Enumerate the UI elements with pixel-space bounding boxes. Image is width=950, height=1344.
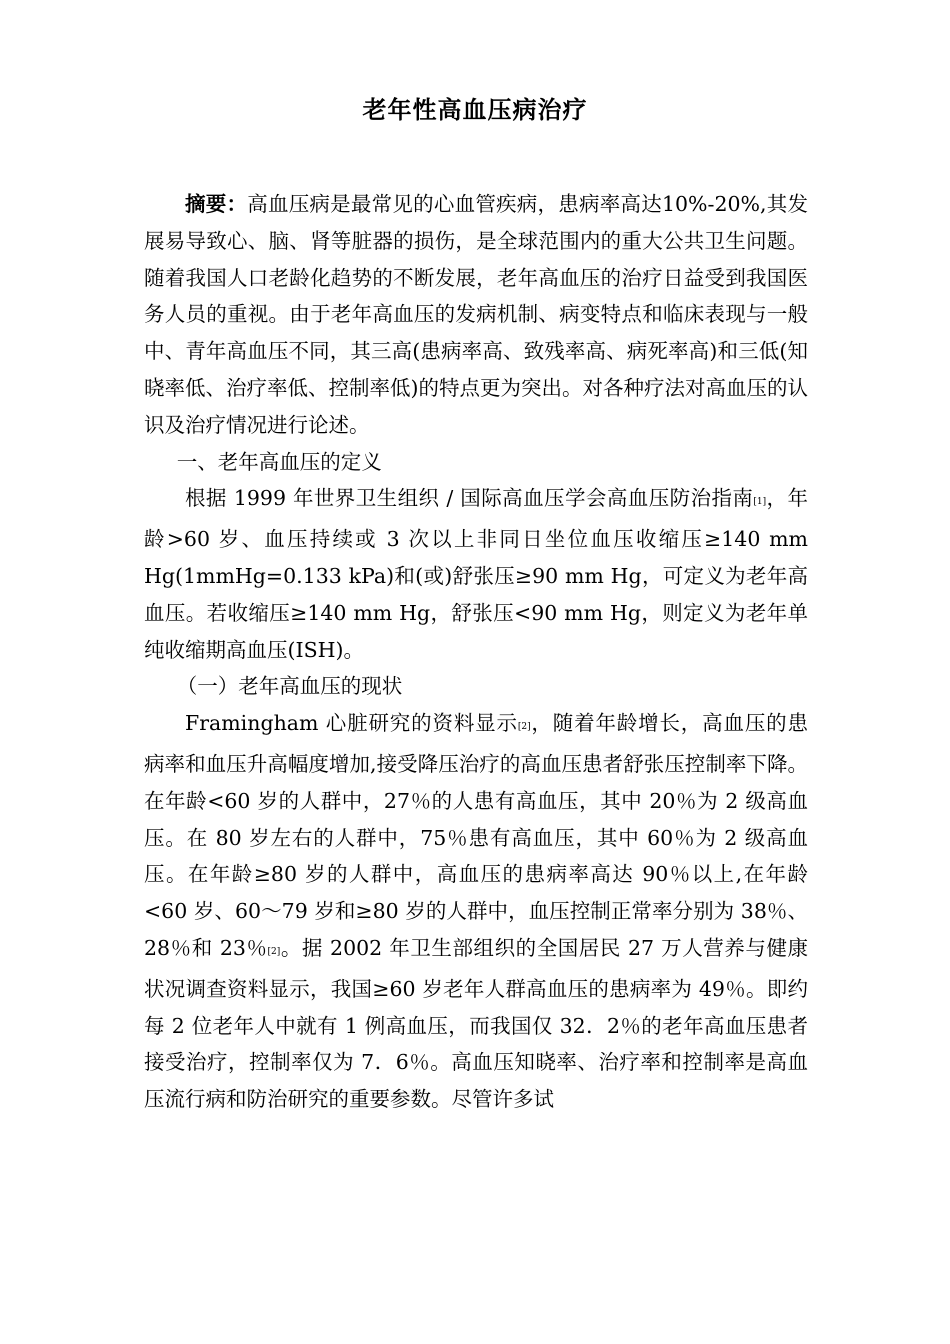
status-text-c: 。据 2002 年卫生部组织的全国居民 27 万人营养与健康状况调查资料显示，我国≥60 岁老年人群高血压的患病率为 49％。即约每 2 位老年人中就有 1 例高血压，而我国仅 32．2％的老年高血压患者接受治疗，控制率仅为 7．6％。高血压知晓率、治疗率和控制率是高血压流行病和防治研究的重要参数。尽管许多试	[144, 935, 809, 1112]
definition-paragraph	[144, 480, 808, 668]
subsection-heading-status: （一）老年高血压的现状	[176, 674, 403, 699]
status-text-a: Framingham 心脏研究的资料显示	[185, 711, 518, 736]
citation-ref-1[interactable]: [1]	[753, 497, 767, 508]
status-text-b: ，随着年龄增长，高血压的患病率和血压升高幅度增加,接受降压治疗的高血压患者舒张压控制率下降。在年龄<60 岁的人群中，27％的人患有高血压，其中 20％为 2 级高血压。在 80 岁左右的人群中，75％患有高血压，其中 60％为 2 级高血压。在年龄≥80 岁的人群中，高血压的患病率高达 90％以上,在年龄<60 岁、60～79 岁和≥80 岁的人群中，血压控制正常率分别为 38％、28％和 23％	[144, 711, 808, 960]
status-paragraph	[144, 705, 808, 1118]
definition-text-b: ，年龄>60 岁、血压持续或 3 次以上非同日坐位血压收缩压≥140 mm Hg(1mmHg=0.133 kPa)和(或)舒张压≥90 mm Hg，可定义为老年高血压。若收缩压≥140 mm Hg，舒张压<90 mm Hg，则定义为老年单纯收缩期高血压(ISH)。	[144, 486, 808, 662]
document-body	[144, 186, 808, 1118]
definition-text-a: 根据 1999 年世界卫生组织 / 国际高血压学会高血压防治指南	[185, 486, 754, 511]
abstract-text: 高血压病是最常见的心血管疾病，患病率高达10%-20%,其发展易导致心、脑、肾等脏器的损伤，是全球范围内的重大公共卫生问题。随着我国人口老龄化趋势的不断发展，老年高血压的治疗日益受到我国医务人员的重视。由于老年高血压的发病机制、病变特点和临床表现与一般中、青年高血压不同，其三高(患病率高、致残率高、病死率高)和三低(知晓率低、治疗率低、控制率低)的特点更为突出。对各种疗法对高血压的认识及治疗情况进行论述。	[144, 192, 809, 437]
citation-ref-2b[interactable]: [2]	[267, 946, 281, 957]
section-heading-definition: 一、老年高血压的定义	[176, 449, 382, 474]
abstract-label: 摘要：	[185, 192, 248, 216]
document-title: 老年性高血压病治疗	[362, 96, 588, 124]
citation-ref-2[interactable]: [2]	[517, 722, 531, 733]
abstract-paragraph	[144, 186, 808, 444]
